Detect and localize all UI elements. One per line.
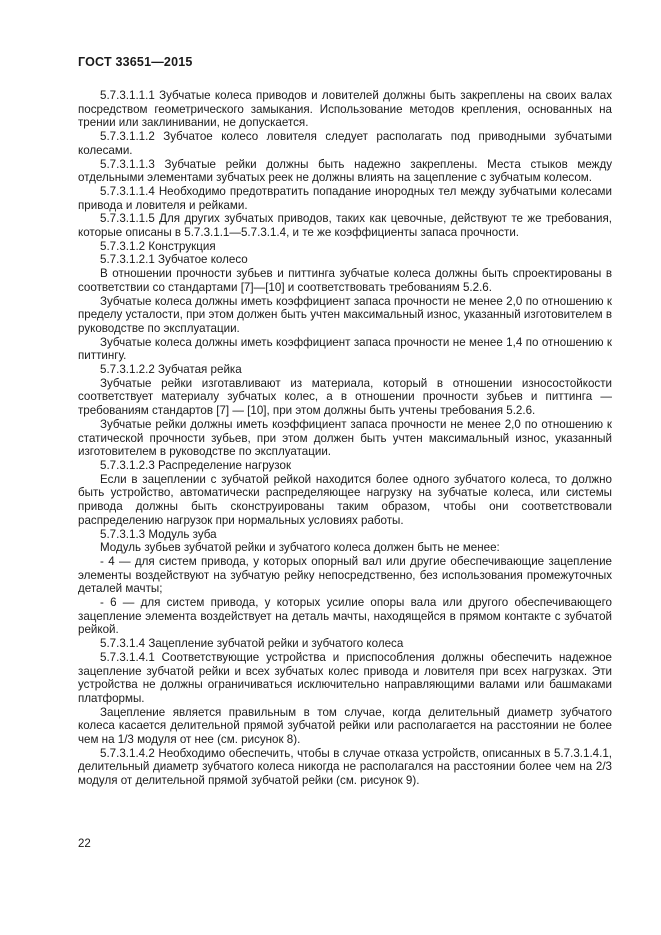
page-number: 22 [78, 838, 91, 850]
paragraph: 5.7.3.1.1.2 Зубчатое колесо ловителя следует располагать под приводными зубчатыми колесами. [78, 130, 612, 157]
paragraph: Зацепление является правильным в том случае, когда делительный диаметр зубчатого колеса касается делительной прямой зубчатой рейки или располагается на расстоянии не более чем на 1/3 модуля от нее (см. рисунок 8). [78, 705, 612, 747]
paragraph: Зубчатые рейки изготавливают из материала, который в отношении износостойкости соответствует материалу зубчатых колес, а в отношении прочности зубьев и питтинга — требованиям стандартов [7] — [10], при этом должны быть учтены требования 5.2.6. [78, 376, 612, 418]
paragraph: 5.7.3.1.2.3 Распределение нагрузок [100, 458, 292, 472]
paragraph: Если в зацеплении с зубчатой рейкой находится более одного зубчатого колеса, то должно быть устройство, автоматически распределяющее нагрузку на зубчатые колеса, или системы привода должны быть сконструированы таким образом, чтобы они соответствовали распределению нагрузок при нормальных условиях работы. [78, 472, 612, 527]
paragraph: 5.7.3.1.4.1 Соответствующие устройства и приспособления должны обеспечить надежное зацепление зубчатой рейки и всех зубчатых колес привода и ловителя при всех нагрузках. Эти устройства не должны ограничиваться исключительно направляющими валами или башмаками платформы. [78, 650, 612, 705]
paragraph: - 6 — для систем привода, у которых усилие опоры вала или другого обеспечивающего зацепление элемента воздействует на деталь мачты, находящейся в прямом контакте с зубчатой рейкой. [78, 596, 612, 637]
paragraph: 5.7.3.1.1.1 Зубчатые колеса приводов и ловителей должны быть закреплены на своих валах посредством геометрического замыкания. Использование методов крепления, основанных на трении или заклинивании, не допускается. [78, 89, 612, 130]
paragraph: 5.7.3.1.2 Конструкция [100, 239, 216, 253]
paragraph: Зубчатые рейки должны иметь коэффициент запаса прочности не менее 2,0 по отношению к статической прочности зубьев, при этом должен быть учтен максимальный износ, указанный изготовителем в руководстве по эксплуатации. [78, 417, 612, 459]
paragraph: 5.7.3.1.4.2 Необходимо обеспечить, чтобы в случае отказа устройств, описанных в 5.7.3.1.4.1, делительный диаметр зубчатого колеса никогда не располагался на расстоянии более чем на 2/3 модуля от делительной прямой зубчатой рейки (см. рисунок 9). [78, 746, 612, 788]
paragraph: 5.7.3.1.1.4 Необходимо предотвратить попадание инородных тел между зубчатыми колесами привода и ловителя и рейками. [78, 184, 612, 212]
paragraph: - 4 — для систем привода, у которых опорный вал или другие обеспечивающие зацепление элементы воздействуют на зубчатую рейку непосредственно, без использования промежуточных деталей мачты; [78, 554, 612, 596]
paragraph: Зубчатые колеса должны иметь коэффициент запаса прочности не менее 2,0 по отношению к пределу усталости, при этом должен быть учтен максимальный износ, указанный изготовителем в руководстве по эксплуатации. [78, 294, 612, 335]
paragraph: 5.7.3.1.3 Модуль зуба [100, 527, 217, 541]
paragraph: 5.7.3.1.2.2 Зубчатая рейка [100, 363, 242, 377]
standard-number-header: ГОСТ 33651—2015 [78, 55, 193, 69]
paragraph: 5.7.3.1.4 Зацепление зубчатой рейки и зубчатого колеса [100, 637, 404, 651]
paragraph: Модуль зубьев зубчатой рейки и зубчатого колеса должен быть не менее: [100, 541, 500, 555]
paragraph: В отношении прочности зубьев и питтинга зубчатые колеса должны быть спроектированы в соответствии со стандартами [7]—[10] и соответствовать требованиям 5.2.6. [78, 267, 612, 294]
paragraph: 5.7.3.1.1.5 Для других зубчатых приводов, таких как цевочные, действуют те же требования, которые описаны в 5.7.3.1.1—5.7.3.1.4, и те же коэффициенты запаса прочности. [78, 212, 612, 240]
paragraph: 5.7.3.1.2.1 Зубчатое колесо [100, 253, 248, 267]
paragraph: Зубчатые колеса должны иметь коэффициент запаса прочности не менее 1,4 по отношению к питтингу. [78, 335, 612, 363]
document-body [78, 89, 612, 788]
paragraph: 5.7.3.1.1.3 Зубчатые рейки должны быть надежно закреплены. Места стыков между отдельными элементами зубчатых реек не должны влиять на зацепление с зубчатым колесом. [78, 157, 612, 185]
